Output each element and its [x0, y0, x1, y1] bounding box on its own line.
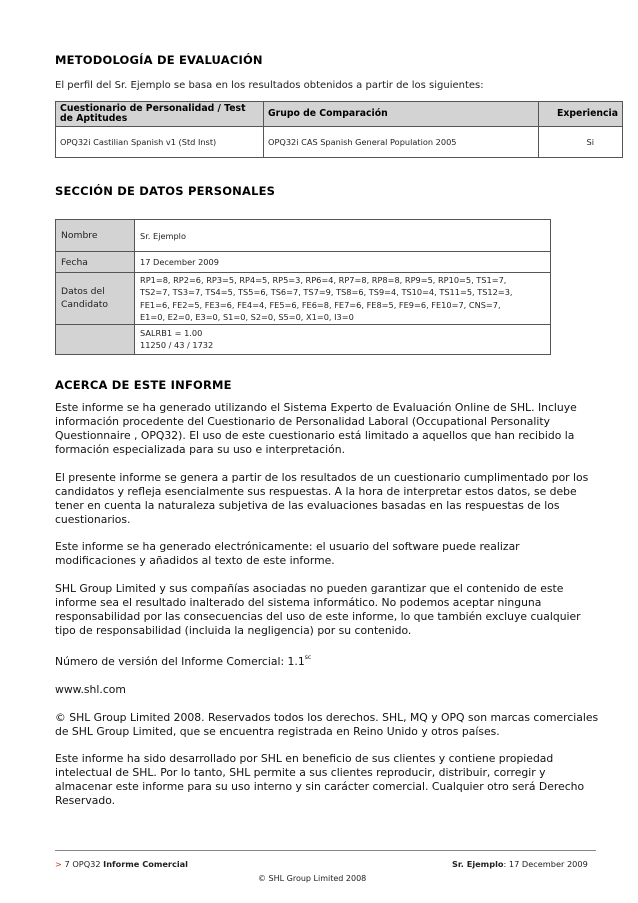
table-row [56, 252, 551, 273]
about-paragraph: El presente informe se genera a partir de los resultados de un cuestionario cumplimentado por los candidatos y refleja esencialmente sus respuestas. A la hora de interpretar estos datos, se debe tener en cuenta la naturaleza subjetiva de las evaluaciones basadas en las respuestas de los cuestionarios. [55, 470, 589, 526]
date-value: 17 December 2009 [135, 252, 551, 273]
website-link[interactable]: www.shl.com [55, 682, 126, 696]
extra-data-value [135, 325, 551, 355]
methodology-heading: METODOLOGÍA DE EVALUACIÓN [55, 53, 263, 67]
score-line: FE1=6, FE2=5, FE3=6, FE4=4, FE5=6, FE6=8, FE7=6, FE8=5, FE9=6, FE10=7, CNS=7, [140, 299, 501, 310]
table-row [56, 220, 551, 252]
header-experience: Experiencia [539, 102, 623, 127]
methodology-intro: El perfil del Sr. Ejemplo se basa en los resultados obtenidos a partir de los siguientes: [55, 80, 484, 91]
about-heading: ACERCA DE ESTE INFORME [55, 378, 232, 392]
personal-data-heading: SECCIÓN DE DATOS PERSONALES [55, 184, 276, 198]
version-superscript: sc [304, 654, 312, 662]
footer-date: : 17 December 2009 [503, 859, 588, 869]
about-section [55, 401, 600, 822]
copyright-paragraph: © SHL Group Limited 2008. Reservados todos los derechos. SHL, MQ y OPQ son marcas comerciales de SHL Group Limited, que se encuentra registrada en Reino Unido y otros países. [55, 710, 599, 738]
version-paragraph [55, 651, 600, 669]
table-row [56, 273, 551, 325]
candidate-data-label-line: Datos del [61, 286, 105, 297]
version-text: Número de versión del Informe Comercial: 1.1 [55, 655, 305, 669]
about-paragraph: SHL Group Limited y sus compañías asociadas no pueden garantizar que el contenido de este informe sea el resultado inalterado del sistema informático. No podemos aceptar ninguna responsabilidad por las consecuencias del uso de este informe, lo que también excluye cualquier tipo de responsabilidad (incluida la negligencia) por su contenido. [55, 581, 581, 637]
name-label: Nombre [56, 220, 135, 252]
empty-label [56, 325, 135, 355]
footer-page-number: 7 [64, 859, 70, 869]
candidate-data-label [56, 273, 135, 325]
cell-comparison-group: OPQ32i CAS Spanish General Population 2005 [264, 127, 539, 158]
cell-questionnaire: OPQ32i Castilian Spanish v1 (Std Inst) [56, 127, 264, 158]
about-paragraph: Este informe se ha generado electrónicamente: el usuario del software puede realizar modificaciones y añadidos al texto de este informe. [55, 540, 520, 568]
table-row [56, 325, 551, 355]
footer-candidate: Sr. Ejemplo [452, 859, 504, 869]
assessment-table [55, 101, 623, 158]
table-row [56, 127, 623, 158]
personal-data-table [55, 219, 551, 355]
candidate-data-label-line: Candidato [61, 298, 108, 310]
name-value: Sr. Ejemplo [135, 220, 551, 252]
chevron-right-icon: > [55, 859, 62, 869]
score-line: E1=0, E2=0, E3=0, S1=0, S2=0, S5=0, X1=0, I3=0 [140, 312, 354, 322]
footer-right [452, 859, 588, 869]
about-paragraph: Este informe ha sido desarrollado por SHL en beneficio de sus clientes y contiene propiedad intelectual de SHL. Por lo tanto, SHL permite a sus clientes reproducir, distribuir, corregir y almacenar este informe para su uso interno y sin carácter comercial. Cualquier otro será Derecho Reservado. [55, 752, 585, 808]
score-line: TS2=7, TS3=7, TS4=5, TS5=6, TS6=7, TS7=9, TS8=6, TS9=4, TS10=4, TS11=5, TS12=3, [140, 287, 513, 297]
footer-copyright: © SHL Group Limited 2008 [258, 874, 367, 883]
candidate-data-value [135, 273, 551, 325]
footer-divider [55, 850, 596, 851]
assessment-table-header [56, 102, 623, 127]
date-label: Fecha [56, 252, 135, 273]
cell-experience: Si [539, 127, 623, 158]
extra-line: 11250 / 43 / 1732 [140, 339, 214, 350]
footer-report-name: Informe Comercial [103, 859, 188, 869]
footer-left [55, 859, 188, 869]
score-line: RP1=8, RP2=6, RP3=5, RP4=5, RP5=3, RP6=4, RP7=8, RP8=8, RP9=5, RP10=5, TS1=7, [140, 274, 507, 285]
about-paragraph: Este informe se ha generado utilizando el Sistema Experto de Evaluación Online de SHL. Incluye información procedente del Cuestionario de Personalidad Laboral (Occupational Personality Questionnaire , OPQ32). El uso de este cuestionario está limitado a aquellos que han recibido la formación especializada para su uso e interpretación. [55, 401, 577, 456]
header-comparison-group: Grupo de Comparación [264, 102, 539, 127]
header-questionnaire: Cuestionario de Personalidad / Test de Aptitudes [56, 102, 264, 127]
extra-line: SALRB1 = 1.00 [140, 328, 203, 338]
footer-product: OPQ32 [72, 859, 101, 869]
